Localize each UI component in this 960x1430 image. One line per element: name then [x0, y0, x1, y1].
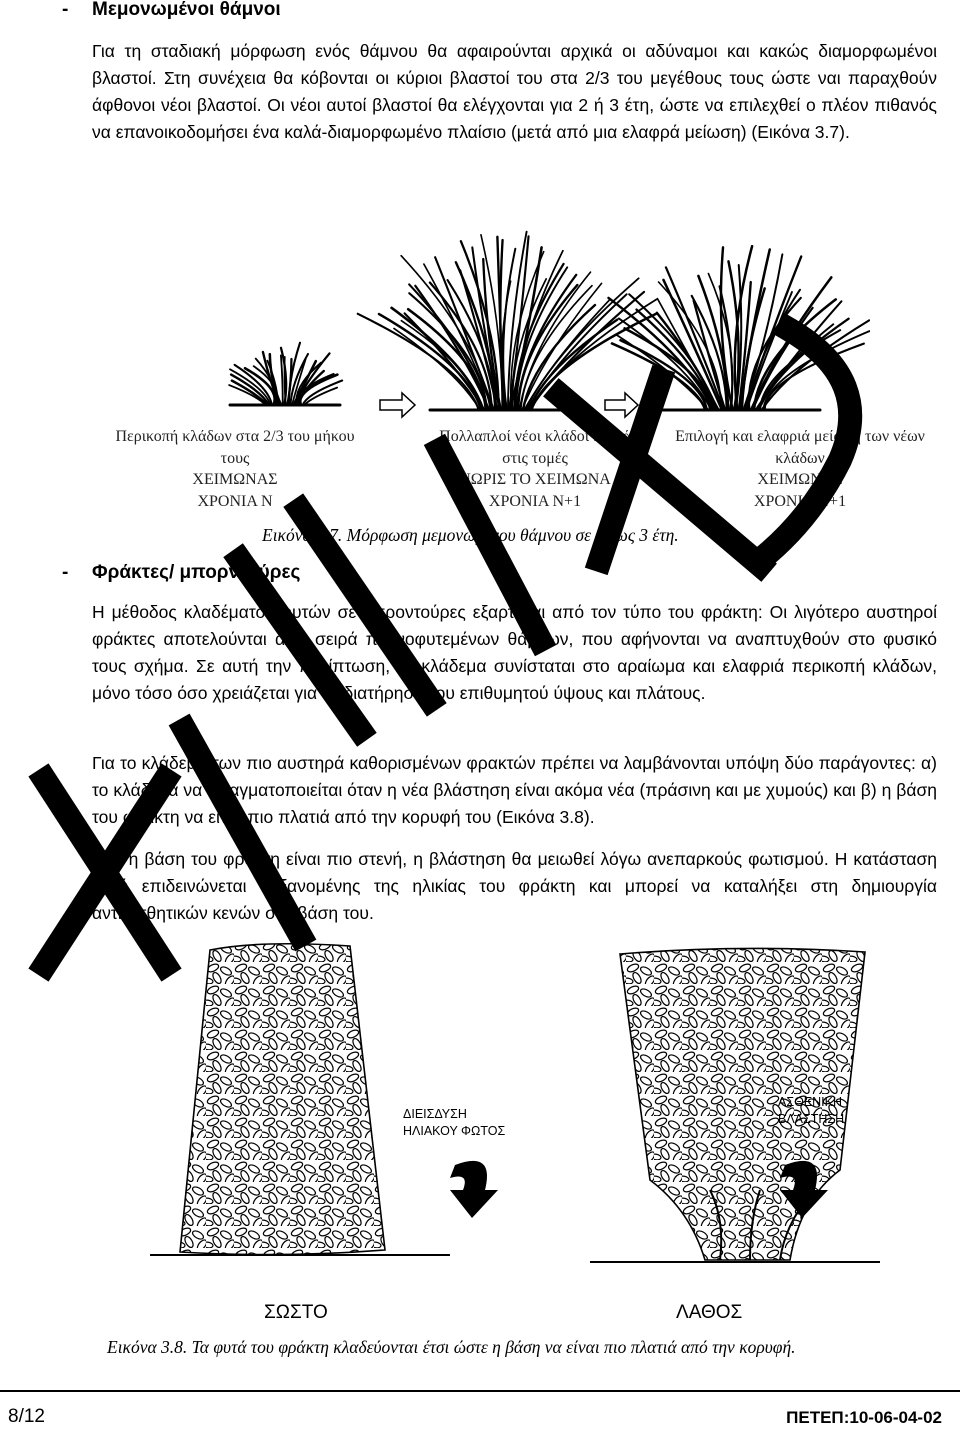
label-light-2: ΗΛΙΑΚΟΥ ΦΩΤΟΣ — [403, 1124, 506, 1138]
label-light-1: ΔΙΕΙΣΔΥΣΗ — [403, 1107, 467, 1121]
shrub-drawing — [609, 246, 870, 410]
label-weak-2: ΒΛΑΣΤΗΣΗ — [778, 1112, 845, 1126]
stage-3-line2: κλάδων — [775, 449, 825, 467]
figure-3-8-caption: Εικόνα 3.8. Τα φυτά του φράκτη κλαδεύονται έτσι ώστε η βάση να είναι πιο πλατιά από την κορυφή. — [107, 1337, 796, 1357]
document-code: ΠΕΤΕΠ:10-06-04-02 — [786, 1408, 942, 1427]
stage-2-caption — [400, 426, 670, 512]
hedges-paragraph-3: Εάν η βάση του φράκτη είναι πιο στενή, η βλάστηση θα μειωθεί λόγω ανεπαρκούς φωτισμού. Η κατάσταση αυτή επιδεινώνεται αυξανομένης της ηλικίας του φράκτη και μπορεί να καταλήξει στη δημιουργία αντιαισθητικών κενών στη βάση του. — [92, 849, 937, 923]
stage-3-season: ΧΕΙΜΩΝΑΣ — [757, 471, 843, 488]
footer-divider — [0, 1390, 960, 1392]
correct-hedge-shape — [180, 944, 385, 1255]
section-heading-shrubs: Μεμονωμένοι θάμνοι — [92, 0, 281, 20]
curved-arrow-icon — [450, 1161, 498, 1218]
section-heading-hedges: Φράκτες/ μπορντούρες — [92, 562, 301, 583]
correct-label: ΣΩΣΤΟ — [264, 1302, 328, 1323]
section-bullet: - — [62, 562, 69, 583]
stage-1-year: ΧΡΟΝΙΑ Ν — [197, 492, 273, 510]
hedges-paragraph-1: Η μέθοδος κλαδέματος φυτών σε μπροντούρες εξαρτάται από τον τύπο του φράκτη: Οι λιγότερο αυστηροί φράκτες αποτελούνται από σειρά πυκνοφυτεμένων θάμνων, που αφήνονται να αναπτυχθούν στο φυσικό τους σχήμα. Σε αυτή την περίπτωση, το κλάδεμα συνίσταται στο αραίωμα και ελαφριά περικοπή κλάδων, μόνο τόσο όσο χρειάζεται για τη διατήρηση του επιθυμητού ύψους και πλάτους. — [92, 602, 937, 703]
stage-2-season: ΝΩΡΙΣ ΤΟ ΧΕΙΜΩΝΑ — [459, 471, 611, 488]
stage-1-line1: Περικοπή κλάδων στα 2/3 του μήκου — [115, 428, 355, 445]
hedges-paragraph-2: Για το κλάδεμα των πιο αυστηρά καθορισμένων φρακτών πρέπει να λαμβάνονται υπόψη δύο παράγοντες: α) το κλάδεμα να πραγματοποιείται όταν η νέα βλάστηση είναι ακόμα νέα (πράσινη και με χυμούς) και β) η βάση του φράκτη να είναι πιο πλατιά από την κορυφή του (Εικόνα 3.8). — [92, 753, 937, 827]
stage-3-line1: Επιλογή και ελαφριά μείωση των νέων — [675, 428, 925, 445]
shrubs-paragraph: Για τη σταδιακή μόρφωση ενός θάμνου θα αφαιρούνται αρχικά οι αδύναμοι και κακώς διαμορφωμένοι βλαστοί. Στη συνέχεια θα κόβονται οι κύριοι βλαστοί του στα 2/3 του μεγέθους τους ώστε ναι παραχθούν άφθονοι νέοι βλαστοί. Οι νέοι αυτοί βλαστοί θα ελέγχονται για 2 ή 3 έτη, ώστε να επιλεχθεί ο πλέον πιθανός να επανοικοδομήσει ένα καλά-διαμορφωμένο πλαίσιο (μετά από μια ελαφρά μείωση) (Εικόνα 3.7). — [92, 41, 937, 142]
figure-3-7-caption: Εικόνα 3.7. Μόρφωση μεμονωμένου θάμνου σε 2 εως 3 έτη. — [262, 525, 679, 545]
figure-3-8-illustration — [150, 940, 880, 1290]
shrub-drawing — [229, 343, 342, 405]
stage-1-season: ΧΕΙΜΩΝΑΣ — [192, 471, 278, 488]
stage-2-year: ΧΡΟΝΙΑ Ν+1 — [488, 492, 582, 510]
stage-3-caption — [660, 426, 940, 512]
stage-1-caption — [95, 426, 375, 512]
wrong-label: ΛΑΘΟΣ — [676, 1302, 743, 1323]
figure-3-7-illustration — [210, 212, 870, 422]
stage-1-line2: τους — [220, 449, 250, 467]
label-weak-1: ΑΣΘΕΝΙΚΗ — [778, 1095, 842, 1109]
page-number: 8/12 — [8, 1406, 45, 1427]
stage-2-line1: Πολλαπλοί νέοι κλάδοι κοντά — [439, 428, 631, 445]
section-bullet: - — [62, 0, 69, 20]
shrub-drawing — [358, 232, 657, 410]
stage-3-year: ΧΡΟΝΙΑ Ν+1 — [753, 492, 847, 510]
stage-2-line2: στις τομές — [502, 449, 568, 467]
